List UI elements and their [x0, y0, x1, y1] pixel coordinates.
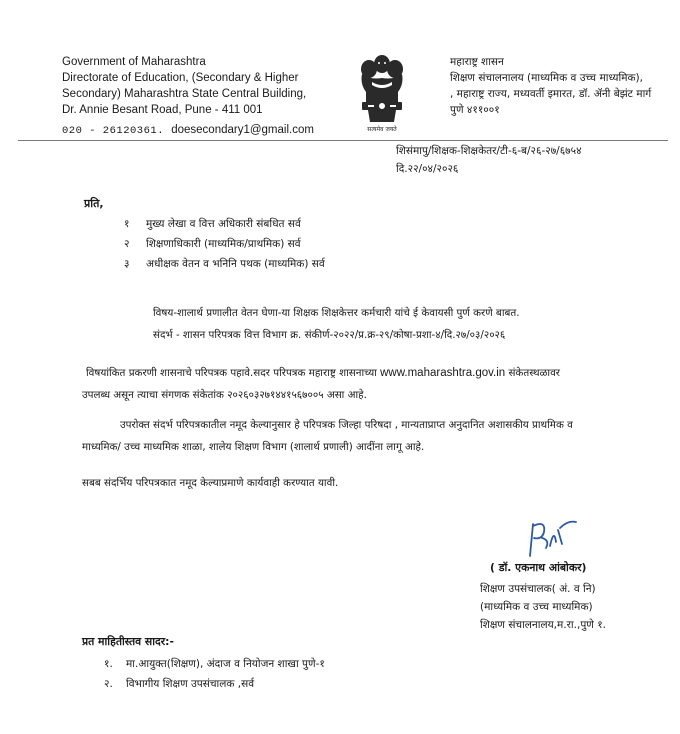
header-contact — [62, 122, 314, 139]
list-item-number: ३ — [124, 258, 130, 270]
header-english-line: Secondary) Maharashtra State Central Building, — [62, 88, 307, 100]
handwritten-signature-icon — [520, 516, 580, 562]
list-item-number: १. — [104, 658, 113, 670]
subject-block — [153, 302, 520, 346]
contact-phone: 020 - 26120361. — [62, 125, 165, 137]
signatory-department: (माध्यमिक व उच्च माध्यमिक) — [480, 601, 593, 613]
header-english-line: Dr. Annie Besant Road, Pune - 411 001 — [62, 104, 263, 116]
paragraph-text: विषयांकित प्रकरणी शासनाचे परिपत्रक पहावे.सदर परिपत्रक महाराष्ट्र शासनाच्या — [86, 367, 381, 379]
paragraph-text: संकेतस्थळावर — [505, 367, 561, 379]
signatory-name: ( डॉ. एकनाथ आंबोकर) — [490, 561, 587, 574]
header-english-line: Government of Maharashtra — [62, 56, 206, 68]
reference-date: दि.२२/०४/२०२६ — [396, 163, 459, 175]
body-paragraph-1 — [86, 362, 560, 384]
header-marathi-line: , महाराष्ट्र राज्य, मध्यवर्ती इमारत, डॉ. ॲनी बेझंट मार्ग — [450, 88, 652, 100]
reference-circular-line: संदर्भ - शासन परिपत्रक वित्त विभाग क्र. संकीर्ण-२०२२/प्र.क्र-२९/कोषा-प्रशा-४/दि.२७/०३/२०२६ — [153, 329, 506, 341]
header-english-line: Directorate of Education, (Secondary & Higher — [62, 72, 299, 84]
website-link[interactable]: www.maharashtra.gov.in — [380, 367, 506, 379]
list-item — [124, 214, 325, 234]
body-paragraph-2-cont: माध्यमिक/ उच्च माध्यमिक शाळा, शालेय शिक्षण विभाग (शालार्थ प्रणाली) आदींना लागू आहे. — [82, 441, 425, 453]
list-item-text: मुख्य लेखा व वित्त अधिकारी संबधित सर्व — [146, 218, 301, 230]
list-item-number: २. — [104, 678, 113, 690]
list-item — [104, 674, 325, 694]
body-paragraph-2: उपरोक्त संदर्भ परिपत्रकातील नमूद केल्यानुसार हे परिपत्रक जिल्हा परिषदा , मान्यताप्राप्त अनुदानित अशासकीय प्राथमिक व — [120, 419, 573, 431]
signatory-designation: शिक्षण उपसंचालक( अं. व नि) — [480, 583, 596, 595]
list-item-number: १ — [124, 218, 130, 230]
list-item-number: २ — [124, 238, 130, 250]
header-divider — [18, 140, 668, 141]
header-marathi-line: शिक्षण संचालनालय (माध्यमिक व उच्च माध्यमिक), — [450, 72, 643, 84]
header-english-block — [62, 54, 306, 118]
body-paragraph-3: सबब संदर्भिय परिपत्रकात नमूद केल्याप्रमाणे कार्यवाही करण्यात यावी. — [82, 477, 339, 489]
list-item — [124, 234, 325, 254]
body-paragraph-1-cont: उपलब्ध असून त्याचा संगणक संकेतांक २०२६०३२७१४४१५६७००५ असा आहे. — [82, 389, 367, 401]
ashoka-emblem-icon — [354, 52, 410, 128]
header-marathi-block — [450, 54, 678, 118]
signature-image — [520, 516, 580, 562]
list-item-text: विभागीय शिक्षण उपसंचालक ,सर्व — [126, 678, 255, 690]
state-emblem — [354, 52, 410, 138]
reference-block — [396, 143, 582, 177]
recipients-list — [124, 214, 325, 274]
list-item-text: मा.आयुक्त(शिक्षण), अंदाज व नियोजन शाखा पुणे-१ — [126, 658, 325, 670]
copy-to-list — [104, 654, 325, 694]
header-marathi-line: महाराष्ट्र शासन — [450, 56, 504, 68]
contact-email: doesecondary1@gmail.com — [171, 124, 314, 136]
reference-number: शिसंमापु/शिक्षक-शिक्षकेतर/टी-६-ब/२६-२७/६७५४ — [396, 145, 582, 157]
copy-to-label: प्रत माहितीस्तव सादर:- — [82, 635, 174, 648]
list-item — [124, 254, 325, 274]
signatory-office: शिक्षण संचालनालय,म.रा.,पुणे १. — [480, 619, 607, 631]
list-item — [104, 654, 325, 674]
list-item-text: शिक्षणाधिकारी (माध्यमिक/प्राथमिक) सर्व — [146, 238, 301, 250]
subject-line: विषय-शालार्थ प्रणालीत वेतन घेणा-या शिक्षक शिक्षकेत्तर कर्मचारी यांचे ई केवायसी पुर्ण करणे बाबत. — [153, 307, 520, 319]
recipients-label: प्रति, — [84, 197, 104, 210]
header-marathi-line: पुणे ४११००१ — [450, 104, 500, 116]
list-item-text: अधीक्षक वेतन व भनिनि पथक (माध्यमिक) सर्व — [146, 258, 325, 270]
emblem-motto: सत्यमेव जयते — [367, 126, 397, 133]
signatory-details — [480, 580, 606, 634]
